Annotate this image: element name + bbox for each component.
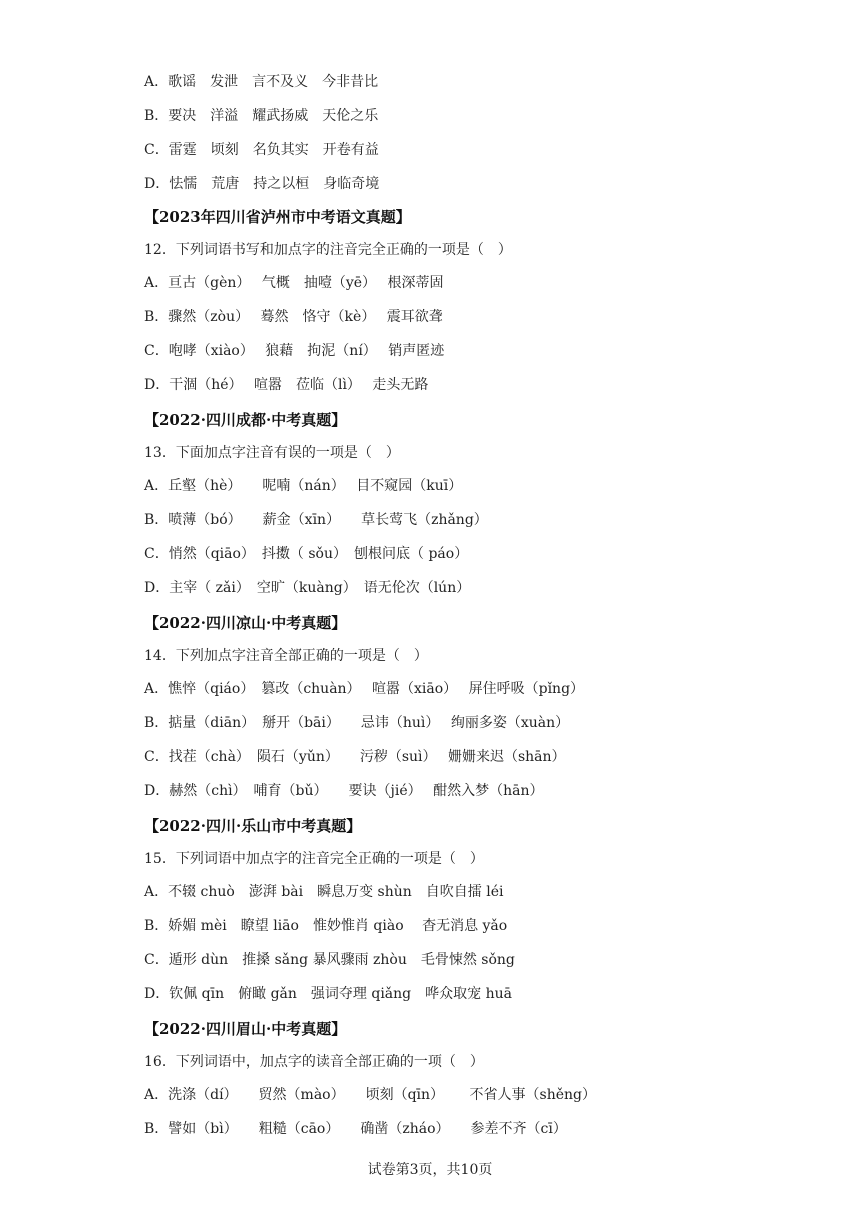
option-b-q14: B．掂量（diān） 掰开（bāi） 忌讳（huì） 绚丽多姿（xuàn） [144, 715, 570, 731]
section-heading-meishan-2022: 【2022·四川眉山·中考真题】 [144, 1020, 347, 1038]
page-footer: 试卷第3页，共10页 [367, 1162, 493, 1178]
question-16: 16．下列词语中，加点字的读音全部正确的一项（ ） [144, 1054, 484, 1070]
option-c-q14: C．找茬（chà） 陨石（yǔn） 污秽（suì） 姗姗来迟（shān） [144, 749, 566, 765]
option-c-q11: C．雷霆 顷刻 名负其实 开卷有益 [144, 142, 379, 158]
option-a-q11: A．歌谣 发泄 言不及义 今非昔比 [144, 74, 379, 90]
section-heading-leshan-2022: 【2022·四川·乐山市中考真题】 [144, 817, 362, 835]
option-a-q13: A．丘壑（hè） 呢喃（nán） 目不窥园（kuī） [144, 478, 463, 494]
question-15: 15．下列词语中加点字的注音完全正确的一项是（ ） [144, 851, 484, 867]
option-c-q12: C．咆哮（xiào） 狼藉 拘泥（ní） 销声匿迹 [144, 343, 445, 359]
option-a-q15: A．不辍 chuò 澎湃 bài 瞬息万变 shùn 自吹自擂 léi [144, 884, 504, 900]
section-heading-liangshan-2022: 【2022·四川凉山·中考真题】 [144, 614, 347, 632]
option-d-q11: D．怯懦 荒唐 持之以桓 身临奇境 [144, 176, 380, 192]
question-13: 13．下面加点字注音有误的一项是（ ） [144, 445, 400, 461]
option-c-q13: C．悄然（qiāo） 抖擞（ sǒu） 刨根问底（ páo） [144, 546, 469, 562]
option-b-q15: B．娇媚 mèi 瞭望 liāo 惟妙惟肖 qiào 杳无消息 yǎo [144, 918, 508, 934]
option-b-q12: B．骤然（zòu） 蓦然 恪守（kè） 震耳欲聋 [144, 309, 443, 325]
option-a-q16: A．洗涤（dí） 贸然（mào） 顷刻（qīn） 不省人事（shěng） [144, 1087, 596, 1103]
option-d-q12: D．干涸（hé） 喧嚣 莅临（lì） 走头无路 [144, 377, 429, 393]
option-c-q15: C．遁形 dùn 推搡 sǎng 暴风骤雨 zhòu 毛骨悚然 sǒng [144, 952, 515, 968]
option-a-q14: A．憔悴（qiáo） 篡改（chuàn） 喧嚣（xiāo） 屏住呼吸（pǐng） [144, 681, 585, 697]
section-heading-luzhou-2023: 【2023年四川省泸州市中考语文真题】 [144, 208, 411, 226]
option-d-q15: D．钦佩 qīn 俯瞰 gǎn 强词夺理 qiǎng 哗众取宠 huā [144, 986, 512, 1002]
option-b-q16: B．譬如（bì） 粗糙（cāo） 确凿（zháo） 参差不齐（cī） [144, 1121, 567, 1137]
option-a-q12: A．亘古（gèn） 气概 抽噎（yē） 根深蒂固 [144, 275, 444, 291]
option-d-q13: D．主宰（ zǎi） 空旷（kuàng） 语无伦次（lún） [144, 580, 471, 596]
question-14: 14．下列加点字注音全部正确的一项是（ ） [144, 648, 428, 664]
section-heading-chengdu-2022: 【2022·四川成都·中考真题】 [144, 411, 347, 429]
question-12: 12．下列词语书写和加点字的注音完全正确的一项是（ ） [144, 242, 512, 258]
option-b-q11: B．要决 洋溢 耀武扬威 天伦之乐 [144, 108, 379, 124]
option-d-q14: D．赫然（chì） 哺育（bǔ） 要诀（jié） 酣然入梦（hān） [144, 783, 544, 799]
option-b-q13: B．喷薄（bó） 薪金（xīn） 草长莺飞（zhǎng） [144, 512, 488, 528]
